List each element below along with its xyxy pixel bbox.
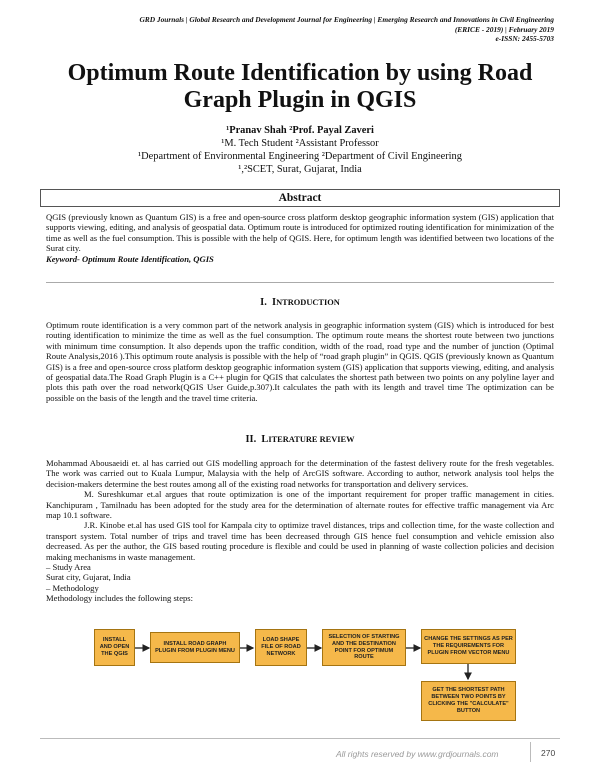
journal-header [139, 15, 554, 44]
methodology-item: – Methodology [46, 582, 99, 593]
flow-step-calculate-path: GET THE SHORTEST PATH BETWEEN TWO POINTS BY CLICKING THE "CALCULATE" BUTTON [421, 681, 516, 721]
keywords: Keyword- Optimum Route Identification, QGIS [46, 253, 214, 264]
title-line-2: Graph Plugin in QGIS [183, 87, 417, 113]
footer-divider [40, 738, 560, 739]
header-journal-line: GRD Journals | Global Research and Development Journal for Engineering | Emerging Research and Innovations in Civil Engineering [139, 15, 554, 24]
page-number: 270 [541, 748, 556, 758]
section-title-rest: NTRODUCTION [276, 298, 340, 307]
section-title-rest: ITERATURE REVIEW [268, 435, 355, 444]
paper-title [40, 60, 560, 114]
section-number: II. [245, 434, 257, 445]
author-roles: ¹M. Tech Student ²Assistant Professor [221, 138, 379, 149]
literature-body [46, 458, 554, 604]
flow-step-install-plugin: INSTALL ROAD GRAPH PLUGIN FROM PLUGIN MENU [150, 632, 240, 663]
section-introduction-heading [40, 297, 560, 308]
introduction-body [46, 320, 554, 403]
literature-paragraph-2: M. Sureshkumar et.al argues that route optimization is one of the important requirement for proper traffic management in cities. Kanchipuram , Tamilnadu has been adopted for the study area for the determination of alternate routes for effective traffic management via Arc map 10.1 software. [46, 489, 554, 521]
section-literature-heading [40, 434, 560, 445]
footer-rights: All rights reserved by www.grdjournals.com [336, 749, 499, 759]
study-area-item: – Study Area [46, 562, 91, 573]
header-issn-line: e-ISSN: 2455-5703 [495, 34, 554, 43]
flow-step-select-points: SELECTION OF STARTING AND THE DESTINATION POINT FOR OPTIMUM ROUTE [322, 629, 406, 666]
abstract-divider [46, 282, 554, 283]
abstract-text: QGIS (previously known as Quantum GIS) is a free and open-source cross platform desktop geographic information system (GIS) application that supports viewing, editing, and analysis of geospatial data. Optimum route is introduced for optimized routing identification for minimization of the time as well as the fuel consumption. This is possible with the help of QGIS. Here, for optimum length was identified between two locations of the Surat city. [46, 212, 554, 254]
study-area-text: Surat city, Gujarat, India [46, 572, 131, 583]
institute: ¹,²SCET, Surat, Gujarat, India [238, 164, 362, 175]
flow-step-install-qgis: INSTALL AND OPEN THE QGIS [94, 629, 135, 666]
literature-paragraph-1: Mohammad Abousaeidi et. al has carried out GIS modelling approach for the determination of the fastest delivery route for the fresh vegetables. The work was carried out to Kuala Lumpur, Malaysia with the help of ArcGIS software. According to author, network analysis tool helps the decision-makers determine the best routes among all of the existing road networks for transportation and delivery services. [46, 458, 554, 489]
section-number: I. [260, 297, 267, 308]
introduction-text: Optimum route identification is a very common part of the network analysis in geographic information system (GIS) which is introduced for best routing identification to minimize the time as well as the fuel consumption. The optimum route means the shortest route between two junctions with minimum time consumption. It also depends upon the traffic condition, width of the road, road type and the number of junction (Optimal Route Analysis,2016 ).This optimum route analysis is possible with the help of “road graph plugin” in QGIS. QGIS (previously known as Quantum GIS) is a free and open-source cross platform desktop geographic information system (GIS) application that supports viewing, editing, and analysis of geospatial data.The Road Graph Plugin is a C++ plugin for QGIS that calculates the shortest path between two points on any polyline layer and plots this path over the road network(QGIS User Guide,p.307).It calculates the path with its length and travel time The optimization can be possible on the basis of the length and the travel time criteria. [46, 320, 554, 403]
authors: ¹Pranav Shah ²Prof. Payal Zaveri [226, 125, 374, 136]
abstract-heading: Abstract [40, 189, 560, 207]
literature-paragraph-3: J.R. Kinobe et.al has used GIS tool for Kampala city to optimize travel distances, trips and collection time, for the waste collection and transport system. Total number of trips and travel time has been decreased through GIS hence fuel consumption and vehicle emission also decreased. As per the author, the GIS based routing procedure is flexible and could be used in planning of waste collection policies and decision making mechanisms in waste management. [46, 520, 554, 562]
departments: ¹Department of Environmental Engineering ²Department of Civil Engineering [138, 151, 462, 162]
abstract-body [46, 212, 554, 264]
section-initial: I [272, 297, 277, 308]
methodology-text: Methodology includes the following steps: [46, 593, 194, 604]
section-initial: L [261, 434, 269, 445]
header-issue-line: (ERICE - 2019) | February 2019 [454, 24, 554, 34]
flow-step-load-shapefile: LOAD SHAPE FILE OF ROAD NETWORK [255, 629, 307, 666]
footer-separator [530, 742, 531, 762]
flow-step-change-settings: CHANGE THE SETTINGS AS PER THE REQUIREMENTS FOR PLUGIN FROM VECTOR MENU [421, 629, 516, 664]
title-line-1: Optimum Route Identification by using Road [67, 60, 533, 86]
